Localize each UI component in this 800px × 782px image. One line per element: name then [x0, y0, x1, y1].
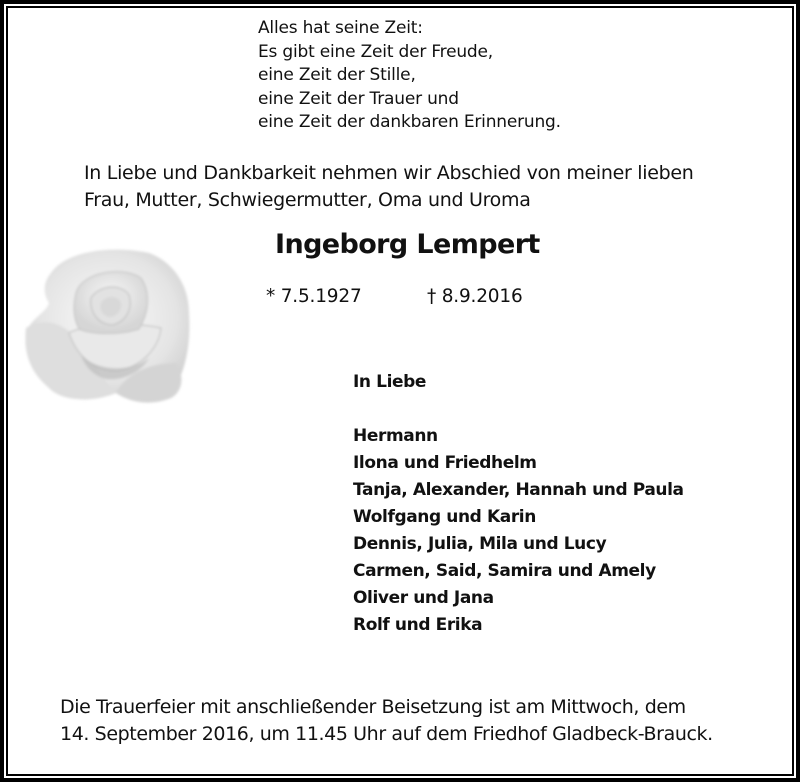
mourners-heading: In Liebe [353, 372, 427, 392]
mourner-entry: Ilona und Friedhelm [353, 453, 537, 473]
mourners-list [353, 369, 684, 639]
intro-text [84, 160, 694, 214]
intro-line: Frau, Mutter, Schwiegermutter, Oma und Uroma [84, 189, 531, 211]
mourner-entry: Hermann [353, 426, 438, 446]
death-date: † 8.9.2016 [427, 286, 523, 307]
birth-date: * 7.5.1927 [266, 286, 362, 307]
spacer [353, 396, 684, 423]
intro-line: In Liebe und Dankbarkeit nehmen wir Abschied von meiner lieben [84, 162, 694, 184]
mourner-entry: Tanja, Alexander, Hannah und Paula [353, 480, 684, 500]
poem-line: Alles hat seine Zeit: [258, 18, 423, 38]
mourner-entry: Dennis, Julia, Mila und Lucy [353, 534, 607, 554]
poem-line: eine Zeit der Trauer und [258, 88, 459, 109]
mourner-entry: Carmen, Said, Samira und Amely [353, 561, 656, 581]
poem [258, 17, 561, 135]
mourner-entry: Wolfgang und Karin [353, 507, 536, 527]
mourner-entry: Oliver und Jana [353, 588, 494, 608]
funeral-line: 14. September 2016, um 11.45 Uhr auf dem Friedhof Gladbeck-Brauck. [60, 723, 713, 745]
funeral-line: Die Trauerfeier mit anschließender Beisetzung ist am Mittwoch, dem [60, 696, 686, 718]
rose-icon [21, 243, 199, 408]
rose-image [21, 243, 199, 408]
deceased-name: Ingeborg Lempert [275, 229, 540, 260]
poem-line: eine Zeit der dankbaren Erinnerung. [258, 112, 561, 132]
mourner-entry: Rolf und Erika [353, 615, 483, 635]
poem-line: eine Zeit der Stille, [258, 65, 416, 85]
funeral-info [60, 694, 713, 748]
poem-line: Es gibt eine Zeit der Freude, [258, 41, 493, 62]
